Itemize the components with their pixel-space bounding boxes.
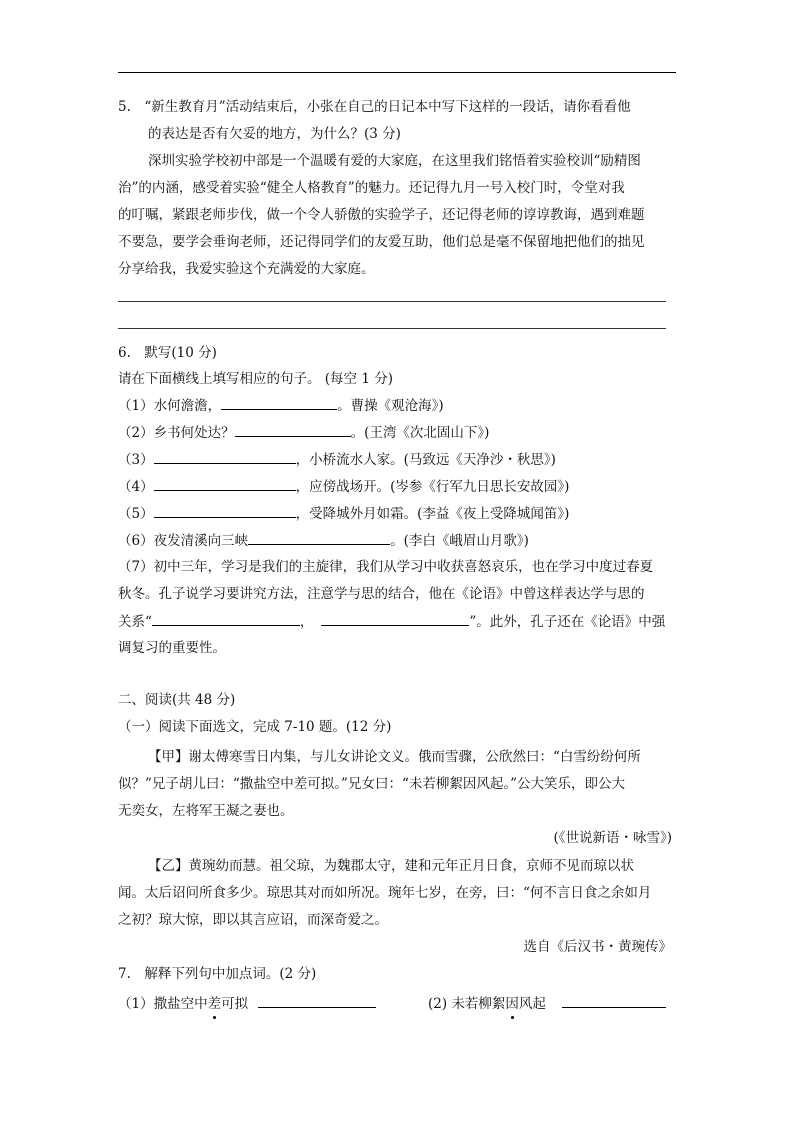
q6-item-2 [118, 422, 489, 443]
q6-item-6-post: 。(李白《峨眉山月歌》) [390, 533, 529, 549]
header-rule [118, 72, 676, 73]
section2-sub1: （一）阅读下面选文，完成 7-10 题。(12 分) [118, 719, 392, 735]
jia-source: (《世说新语・咏雪》) [553, 830, 672, 846]
q7-p2-pre: (2) 未若柳絮 [428, 996, 506, 1012]
q7-p1-dotted-word: 差 [207, 996, 222, 1012]
section2-title: 二、阅读(共 48 分) [118, 692, 236, 708]
q7-part-2 [428, 993, 666, 1014]
q6-item-3 [118, 449, 556, 470]
q6-item-2-post: 。(王湾《次北固山下》) [350, 425, 490, 441]
q5-answer-line[interactable] [118, 301, 666, 302]
q5-prompt-line1: 5. “新生教育月”活动结束后，小张在自己的日记本中写下这样的一段话，请你看看他 [118, 99, 631, 115]
q6-blank-4[interactable] [154, 476, 296, 491]
q6-item-5-pre: （5） [118, 506, 154, 522]
q6-title: 6. 默写(10 分) [118, 345, 217, 361]
jia-text-line: 【甲】谢太傅寒雪日内集，与儿女讲论文义。俄而雪骤，公欣然曰：“白雪纷纷何所 [148, 749, 641, 765]
q5-passage-line: 的叮嘱，紧跟老师步伐，做一个令人骄傲的实验学子，还记得老师的谆谆教诲，遇到难题 [118, 207, 645, 223]
q6-item-6-pre: （6）夜发清溪向三峡 [118, 533, 249, 549]
q5-answer-line[interactable] [118, 328, 666, 329]
q7-part-1 [118, 993, 376, 1014]
q6-item-1-pre: （1）水何澹澹， [118, 398, 222, 414]
q6-item-3-post: ，小桥流水人家。(马致远《天净沙・秋思》) [295, 452, 556, 468]
q6-item-1 [118, 395, 444, 416]
q6-item-6 [118, 530, 529, 551]
q5-prompt-line2: 的表达是否有欠妥的地方，为什么？(3 分) [148, 126, 401, 142]
q6-item-7-pre: 关系“ [118, 614, 152, 630]
q6-item-3-pre: （3） [118, 452, 154, 468]
yi-text-line: 【乙】黄琬幼而慧。祖父琼，为魏郡太守，建和元年正月日食，京师不见而琼以状 [148, 858, 634, 874]
q6-item-5-post: ，受降城外月如霜。(李益《夜上受降城闻笛》) [295, 506, 570, 522]
yi-text-line: 之初？琼大惊，即以其言应诏，而深奇爱之。 [118, 912, 388, 928]
q7-p1-pre: （1）撒盐空中 [118, 996, 208, 1012]
q7-blank-1[interactable] [258, 993, 376, 1008]
q6-item-2-pre: （2）乡书何处达？ [118, 425, 235, 441]
yi-source: 选自《后汉书・黄琬传》 [523, 939, 672, 955]
q6-blank-2[interactable] [235, 422, 351, 437]
q6-blank-1[interactable] [221, 395, 337, 410]
q6-item-5 [118, 503, 569, 524]
q6-item-7-mid: ， [299, 614, 314, 630]
q6-item-4-pre: （4） [118, 479, 154, 495]
q6-item-7-post: ”。此外，孔子还在《论语》中强 [469, 614, 666, 630]
q6-blank-5[interactable] [154, 503, 296, 518]
q7-p1-post: 可拟 [221, 996, 249, 1012]
q6-item-7-line1: （7）初中三年，学习是我们的主旋律，我们从学习中收获喜怒哀乐，也在学习中度过春夏 [118, 559, 654, 575]
q6-blank-3[interactable] [154, 449, 296, 464]
q6-blank-7b[interactable] [321, 611, 469, 626]
q5-passage-line: 不要急，要学会垂询老师，还记得同学们的友爱互助，他们总是毫不保留地把他们的拙见 [118, 234, 645, 250]
q6-item-4-post: ，应傍战场开。(岑参《行军九日思长安故园》) [295, 479, 570, 495]
q6-blank-7a[interactable] [152, 611, 300, 626]
q6-item-1-post: 。曹操《观沧海》) [337, 398, 444, 414]
q6-item-7-line3 [118, 611, 665, 632]
q7-p2-dotted-word: 因 [505, 996, 519, 1012]
q7-p2-post: 风起 [518, 996, 546, 1012]
q5-passage-line: 治”的内涵，感受着实验“健全人格教育”的魅力。还记得九月一号入校门时，令堂对我 [118, 180, 625, 196]
q6-item-7-line2: 秋冬。孔子说学习要讲究方法，注意学与思的结合，他在《论语》中曾这样表达学与思的 [118, 586, 645, 602]
jia-text-line: 似？”兄子胡儿曰：“撒盐空中差可拟。”兄女曰：“未若柳絮因风起。”公大笑乐，即公大 [118, 776, 626, 792]
yi-text-line: 闻。太后诏问所食多少。琼思其对而如所况。琬年七岁，在旁，曰：“何不言日食之余如月 [118, 885, 652, 901]
q6-item-7-line4: 调复习的重要性。 [118, 640, 226, 656]
q5-passage-line: 深圳实验学校初中部是一个温暖有爱的大家庭，在这里我们铭悟着实验校训“励精图 [148, 153, 641, 169]
q7-title: 7. 解释下列句中加点词。(2 分) [118, 966, 317, 982]
q6-blank-6[interactable] [248, 530, 390, 545]
q7-blank-2[interactable] [562, 993, 666, 1008]
jia-text-line: 无奕女，左将军王凝之妻也。 [118, 803, 294, 819]
q5-passage-line: 分享给我，我爱实验这个充满爱的大家庭。 [118, 261, 375, 277]
q6-item-4 [118, 476, 569, 497]
q6-instruction: 请在下面横线上填写相应的句子。 (每空 1 分) [118, 371, 393, 387]
